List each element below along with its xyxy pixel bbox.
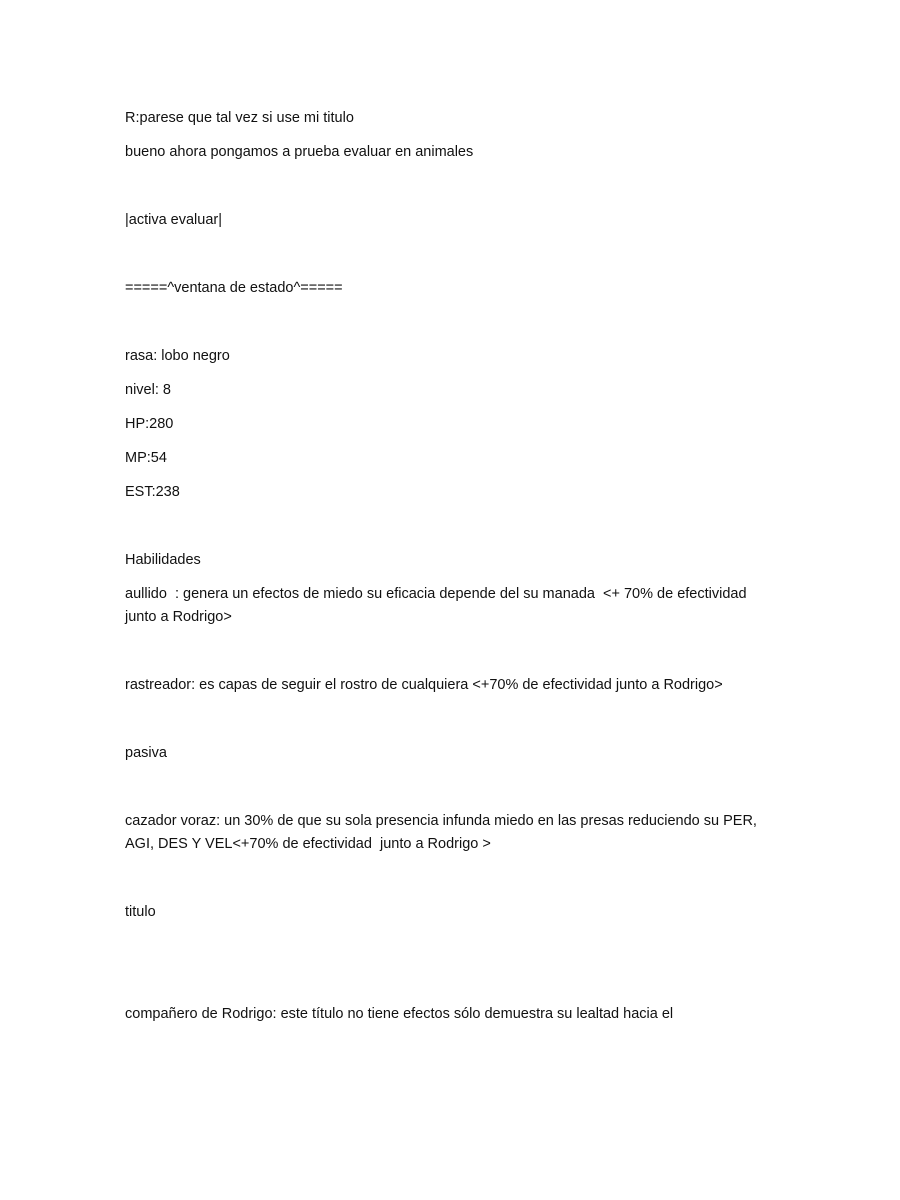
stat-mp: MP:54: [125, 450, 167, 466]
stat-level: nivel: 8: [125, 382, 171, 398]
skills-heading: Habilidades: [125, 552, 201, 568]
skill-tracker: rastreador: es capas de seguir el rostro de cualquiera <+70% de efectividad junto a Rodrigo>: [125, 677, 723, 693]
title-heading: titulo: [125, 904, 156, 920]
passive-hunter: cazador voraz: un 30% de que su sola presencia infunda miedo en las presas reduciendo su PER, AGI, DES Y VEL<+70% de efectividad junto a Rodrigo >: [125, 813, 761, 852]
dialogue-line: R:parese que tal vez si use mi titulo: [125, 110, 354, 126]
stat-est: EST:238: [125, 484, 180, 500]
skill-activation-line: |activa evaluar|: [125, 212, 222, 228]
status-window-header: =====^ventana de estado^=====: [125, 280, 343, 296]
stat-race: rasa: lobo negro: [125, 348, 230, 364]
passive-heading: pasiva: [125, 745, 167, 761]
title-companion: compañero de Rodrigo: este título no tiene efectos sólo demuestra su lealtad hacia el: [125, 1006, 674, 1022]
stat-hp: HP:280: [125, 416, 174, 432]
narration-line: bueno ahora pongamos a prueba evaluar en animales: [125, 144, 474, 160]
skill-howl: aullido : genera un efectos de miedo su eficacia depende del su manada <+ 70% de efectividad junto a Rodrigo>: [125, 586, 751, 625]
